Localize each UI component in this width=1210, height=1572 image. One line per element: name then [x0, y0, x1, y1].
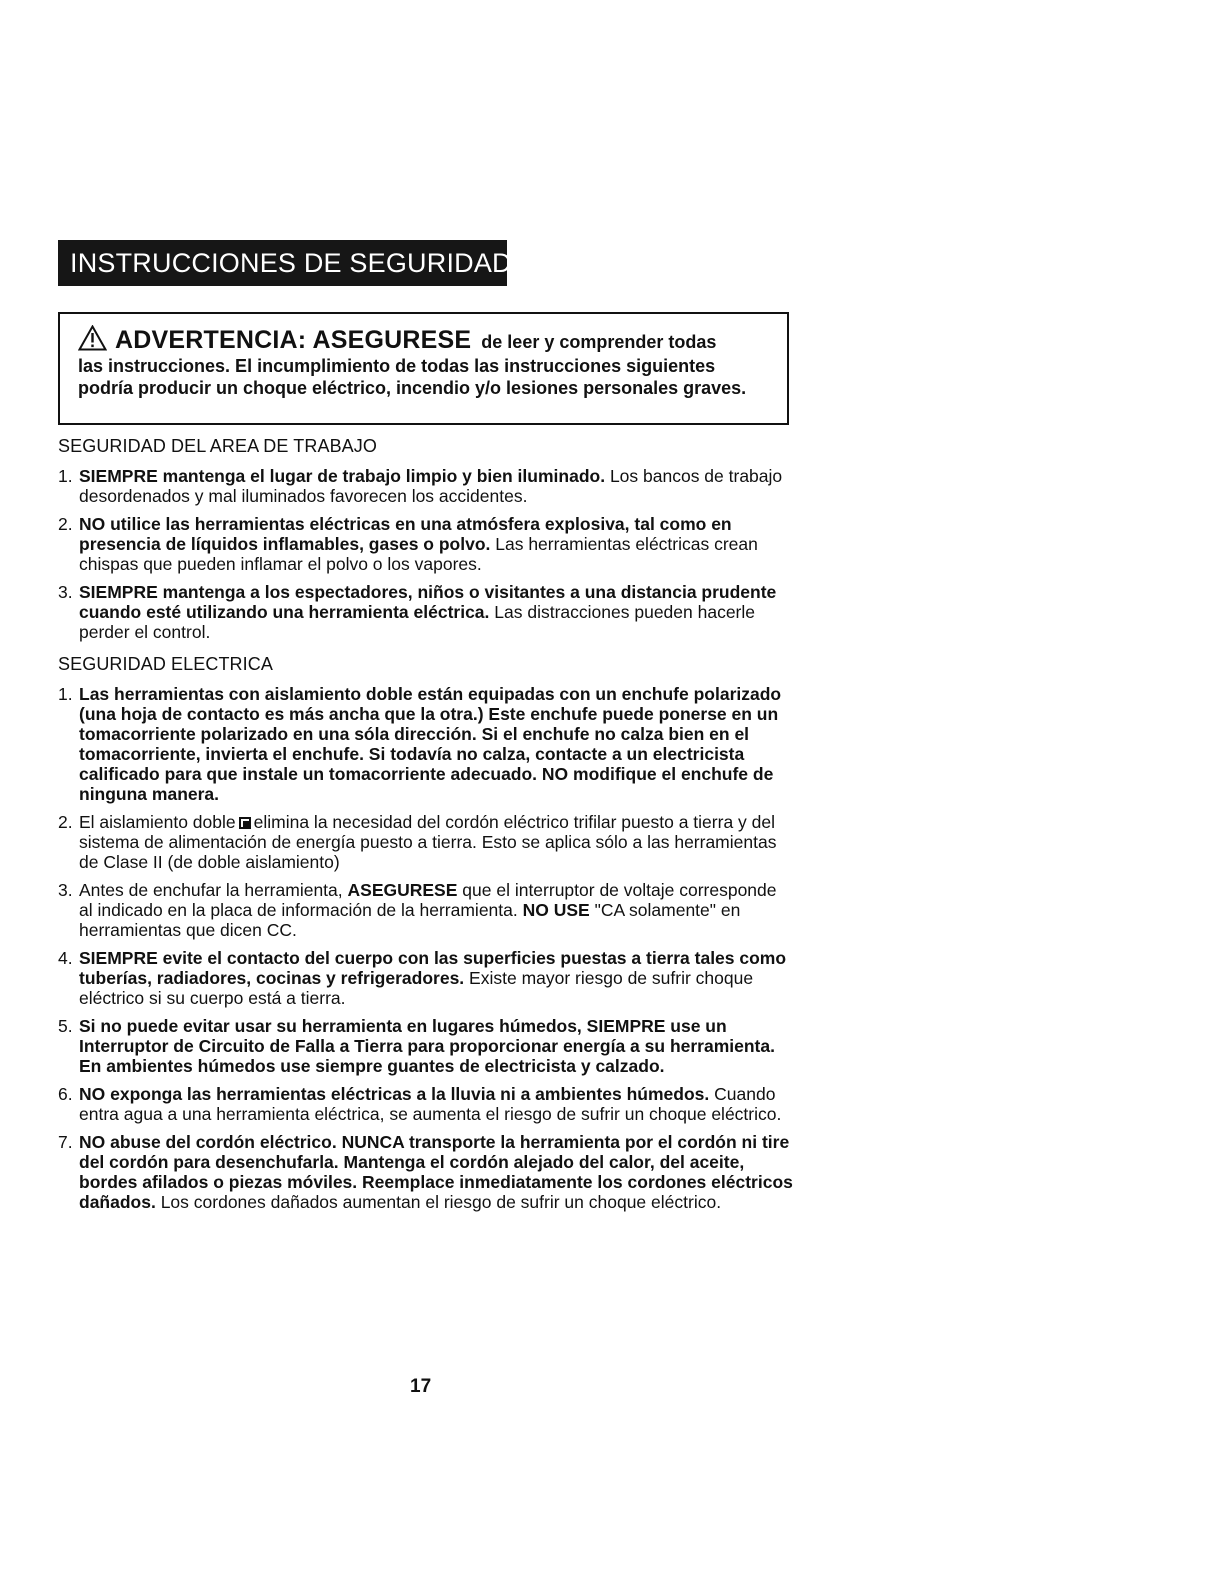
list-item: 4. SIEMPRE evite el contacto del cuerpo con las superficies puestas a tierra tales como tuberías, radiadores, cocinas y refrigeradores. Existe mayor riesgo de sufrir choque eléctrico si su cuerpo está a tierra.: [58, 948, 787, 1008]
page-title: INSTRUCCIONES DE SEGURIDAD: [70, 248, 512, 278]
page-number: 17: [410, 1376, 432, 1397]
section-title-electrical: SEGURIDAD ELECTRICA: [58, 654, 273, 674]
warning-box: [58, 312, 789, 425]
list-item: 2. NO utilice las herramientas eléctricas en una atmósfera explosiva, tal como en presencia de líquidos inflamables, gases o polvo. Las herramientas eléctricas crean chispas que pueden inflamar el polvo o los vapores.: [58, 514, 758, 574]
warning-lead-text: de leer y comprender todas: [481, 332, 717, 352]
double-insulation-icon: [239, 817, 251, 829]
document-content: [58, 434, 793, 1212]
list-item: 6. NO exponga las herramientas eléctricas a la lluvia ni a ambientes húmedos. Cuando entra agua a una herramienta eléctrica, se aumenta el riesgo de sufrir un choque eléctrico.: [58, 1084, 782, 1124]
warning-heading: ADVERTENCIA: ASEGURESE: [115, 326, 472, 354]
warning-first-line: [78, 322, 775, 355]
warning-triangle-icon: [78, 325, 107, 351]
warning-body-text: las instrucciones. El incumplimiento de todas las instrucciones siguientes podría producir un choque eléctrico, incendio y/o lesiones personales graves.: [78, 356, 747, 398]
work-area-list: [58, 466, 793, 642]
list-item: 7. NO abuse del cordón eléctrico. NUNCA transporte la herramienta por el cordón ni tire del cordón para desenchufarla. Mantenga el cordón alejado del calor, del aceite, bordes afilados o piezas móviles. Reemplace inmediatamente los cordones eléctricos dañados. Los cordones dañados aumentan el riesgo de sufrir un choque eléctrico.: [58, 1132, 793, 1212]
section-header-bar: [58, 240, 512, 286]
list-item: 2. El aislamiento doble elimina la necesidad del cordón eléctrico trifilar puesto a tierra y del sistema de alimentación de energía puesto a tierra. Esto se aplica sólo a las herramientas de Clase II (de doble aislamiento): [58, 812, 777, 872]
electrical-list: [58, 684, 793, 1212]
list-item: 3. Antes de enchufar la herramienta, ASEGURESE que el interruptor de voltaje corresponde al indicado en la placa de información de la herramienta. NO USE "CA solamente" en herramientas que dicen CC.: [58, 880, 777, 940]
list-item: 1. SIEMPRE mantenga el lugar de trabajo limpio y bien iluminado. Los bancos de trabajo desordenados y mal iluminados favorecen los accidentes.: [58, 466, 783, 506]
list-item: 3. SIEMPRE mantenga a los espectadores, niños o visitantes a una distancia prudente cuando esté utilizando una herramienta eléctrica. Las distracciones pueden hacerle perder el control.: [58, 582, 777, 642]
list-item: 5. Si no puede evitar usar su herramienta en lugares húmedos, SIEMPRE use un Interruptor de Circuito de Falla a Tierra para proporcionar energía a su herramienta. En ambientes húmedos use siempre guantes de electricista y calzado.: [58, 1016, 775, 1076]
list-item: 1. Las herramientas con aislamiento doble están equipadas con un enchufe polarizado (una hoja de contacto es más ancha que la otra.) Este enchufe puede ponerse en un tomacorriente polarizado en una sóla dirección. Si el enchufe no calza bien en el tomacorriente, invierta el enchufe. Si todavía no calza, contacte a un electricista calificado para que instale un tomacorriente adecuado. NO modifique el enchufe de ninguna manera.: [58, 684, 782, 804]
section-title-work-area: SEGURIDAD DEL AREA DE TRABAJO: [58, 436, 377, 456]
